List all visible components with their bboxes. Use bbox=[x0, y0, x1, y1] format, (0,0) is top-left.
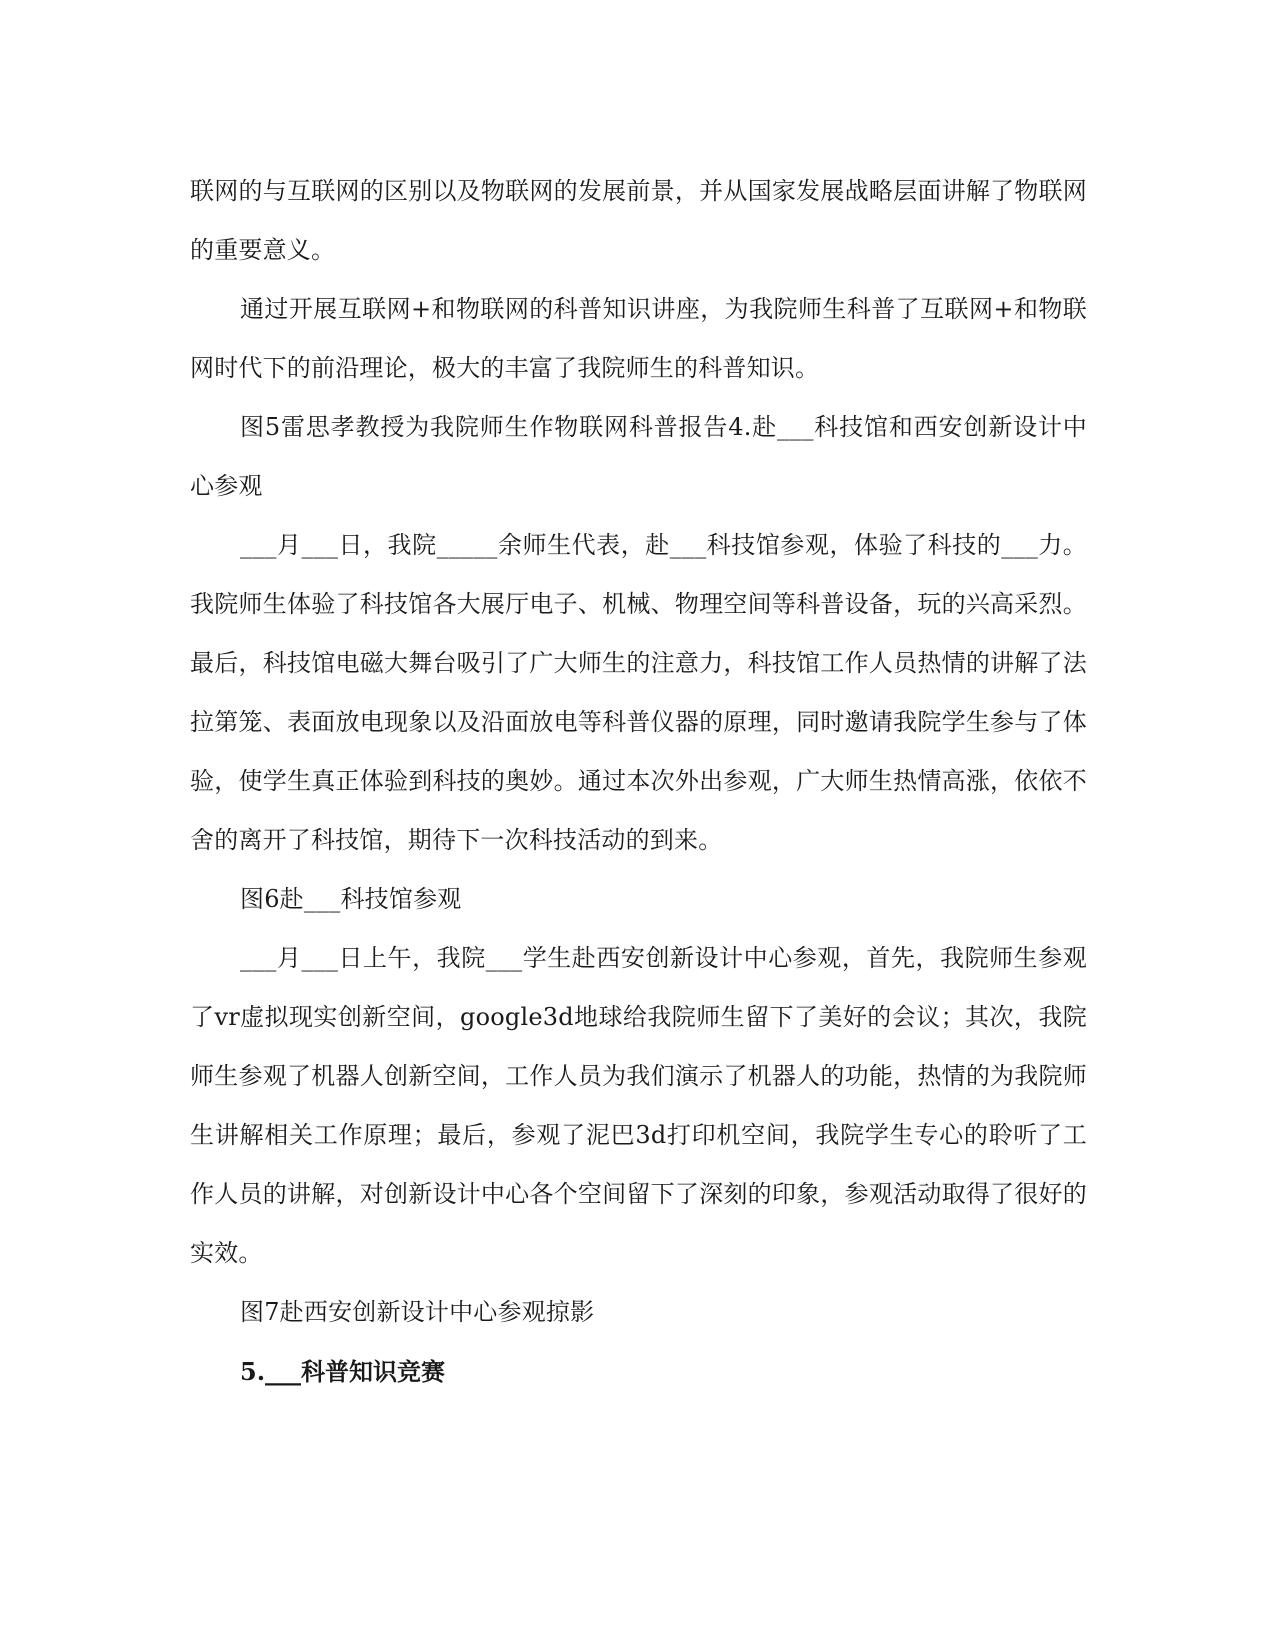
section-heading: 5.___科普知识竞赛 bbox=[240, 1357, 446, 1386]
caption-figure-6: 图6赴___科技馆参观 bbox=[240, 885, 462, 913]
paragraph-iot-continued: 联网的与互联网的区别以及物联网的发展前景，并从国家发展战略层面讲解了物联网的重要意义。 bbox=[190, 177, 1087, 264]
document-body bbox=[190, 162, 1087, 1401]
paragraph-lecture-summary: 通过开展互联网+和物联网的科普知识讲座，为我院师生科普了互联网+和物联网时代下的前沿理论，极大的丰富了我院师生的科普知识。 bbox=[190, 295, 1087, 382]
caption-figure-5: 图5雷思孝教授为我院师生作物联网科普报告4.赴___科技馆和西安创新设计中心参观 bbox=[190, 413, 1087, 500]
paragraph-science-museum-visit: ___月___日，我院_____余师生代表，赴___科技馆参观，体验了科技的___力。我院师生体验了科技馆各大展厅电子、机械、物理空间等科普设备，玩的兴高采烈。最后，科技馆电磁大舞台吸引了广大师生的注意力，科技馆工作人员热情的讲解了法拉第笼、表面放电现象以及沿面放电等科普仪器的原理，同时邀请我院学生参与了体验，使学生真正体验到科技的奥妙。通过本次外出参观，广大师生热情高涨，依依不舍的离开了科技馆，期待下一次科技活动的到来。 bbox=[190, 531, 1087, 854]
paragraph-design-center-visit: ___月___日上午，我院___学生赴西安创新设计中心参观，首先，我院师生参观了vr虚拟现实创新空间，google3d地球给我院师生留下了美好的会议；其次，我院师生参观了机器人创新空间，工作人员为我们演示了机器人的功能，热情的为我院师生讲解相关工作原理；最后，参观了泥巴3d打印机空间，我院学生专心的聆听了工作人员的讲解，对创新设计中心各个空间留下了深刻的印象，参观活动取得了很好的实效。 bbox=[190, 944, 1087, 1267]
caption-figure-7: 图7赴西安创新设计中心参观掠影 bbox=[240, 1298, 595, 1326]
